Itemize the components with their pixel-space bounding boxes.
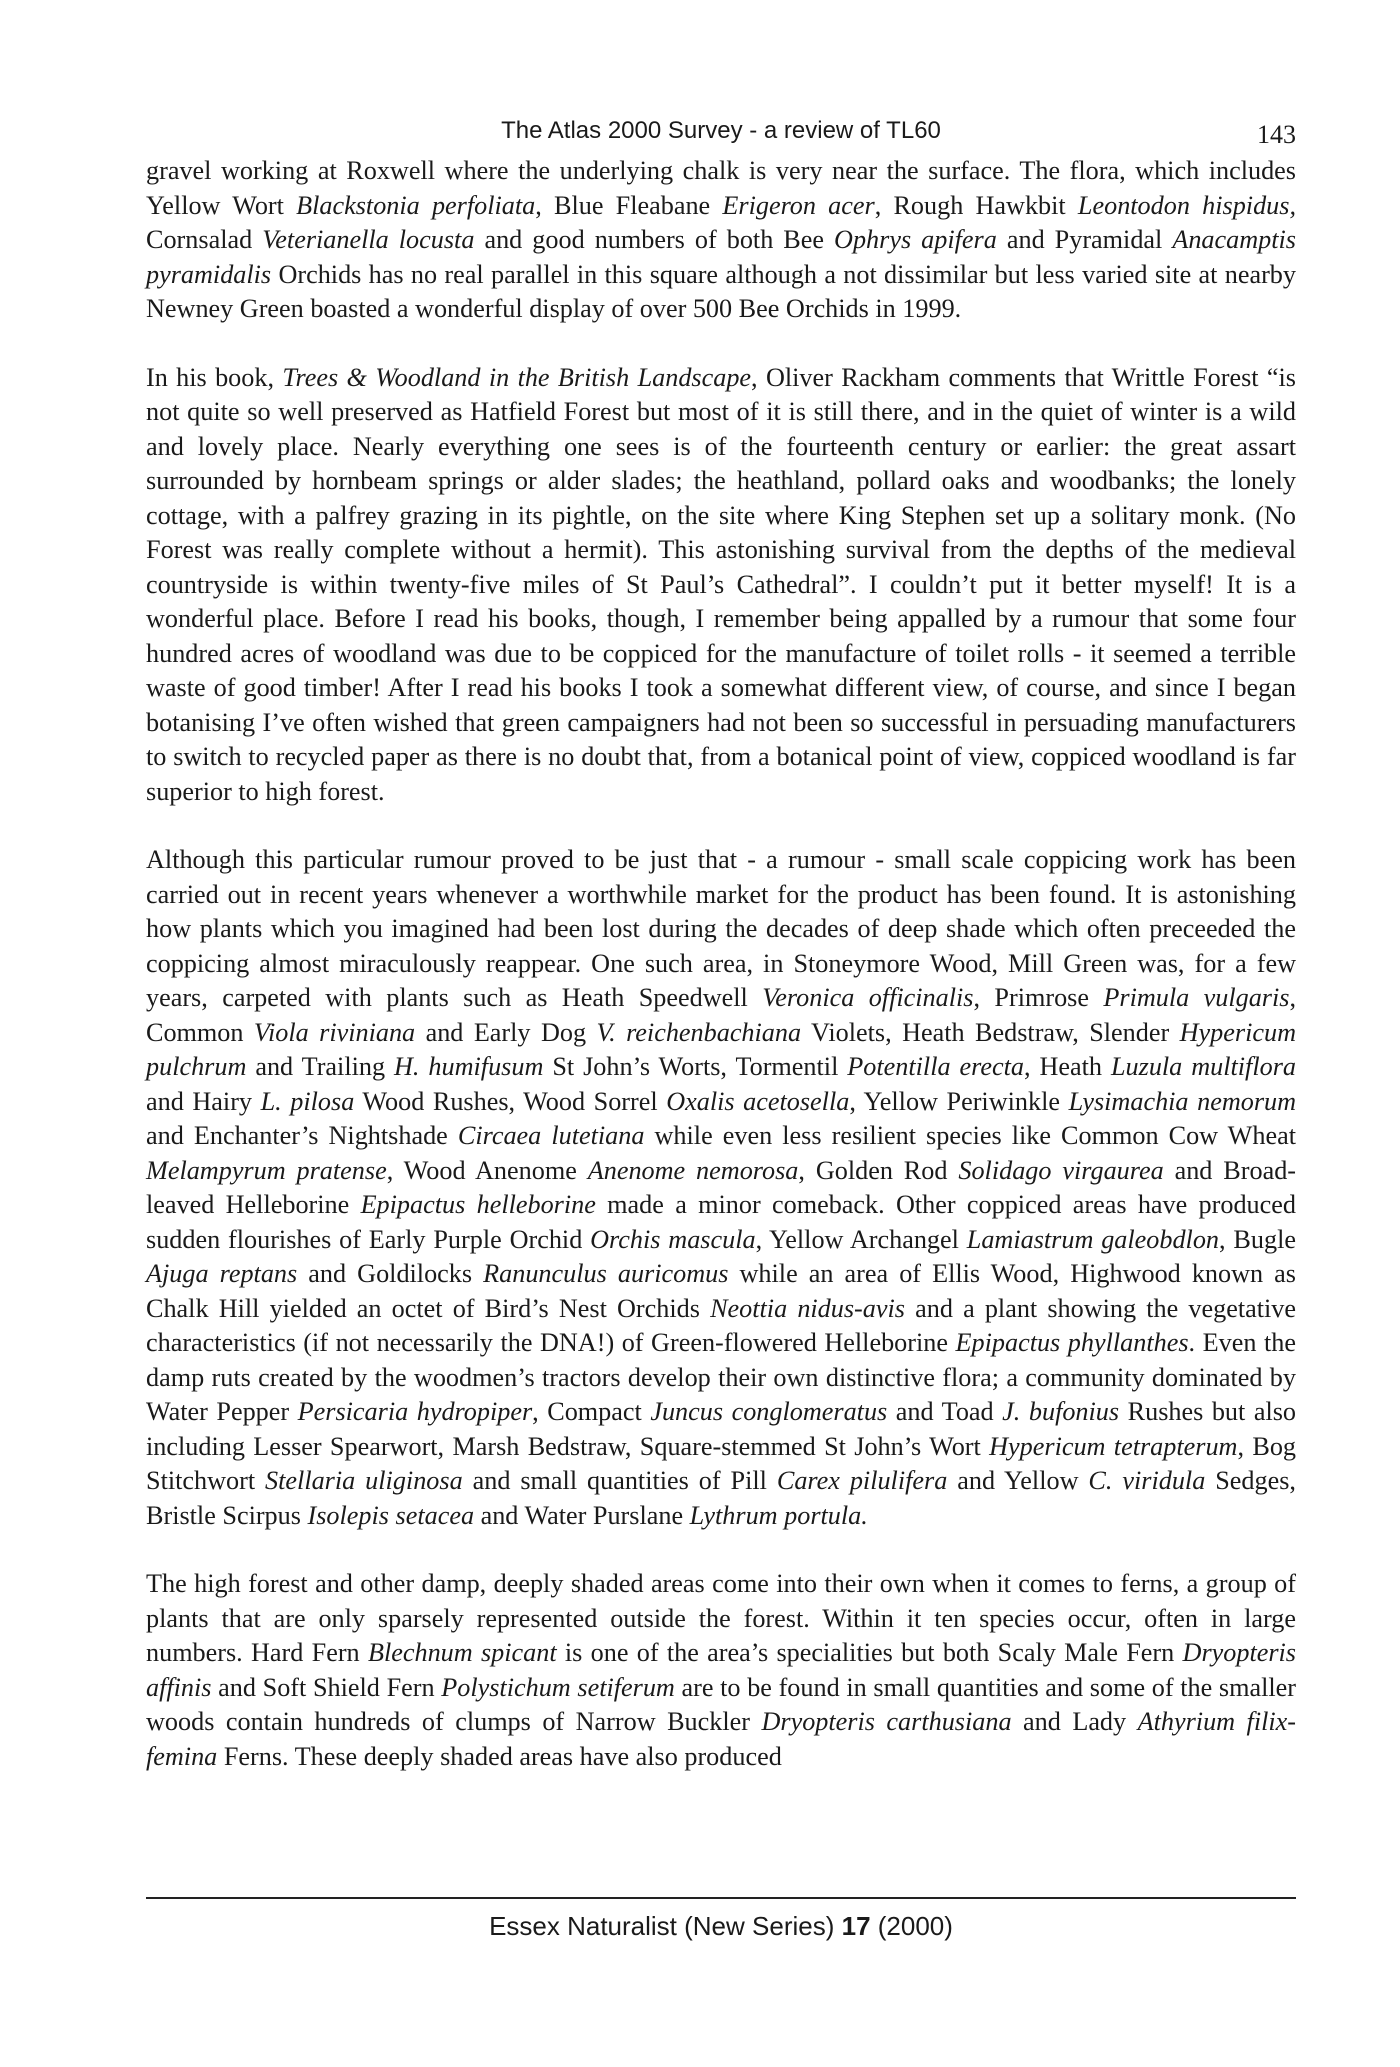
text-run: , Golden Rod (798, 1155, 959, 1185)
species-name: Oxalis acetosella (666, 1086, 850, 1116)
text-run: and good numbers of both Bee (474, 225, 835, 254)
paragraph (146, 154, 1296, 327)
page-footer (146, 1897, 1296, 1941)
species-name: Athyrium filix-femina (146, 1707, 1296, 1771)
page-content (146, 116, 1296, 1774)
species-name: Hypericum tetrapterum (989, 1431, 1238, 1461)
text-run: Orchids has no real parallel in this square although a not dissimilar but less varied site at nearby Newney Green boasted a wonderful display of over 500 Bee Orchids in 1999. (146, 259, 1296, 323)
species-name: Potentilla erecta (847, 1052, 1024, 1081)
species-name: Blechnum spicant (367, 1638, 557, 1667)
text-run: and Enchanter’s Nightshade (146, 1121, 458, 1150)
text-run: and Trailing (246, 1052, 395, 1081)
species-name: Dryopteris affinis (146, 1638, 1297, 1702)
species-name: Carex pilulifera (776, 1466, 948, 1495)
text-run: , Bog Stitchwort (146, 1431, 1297, 1495)
text-run: , Yellow Periwinkle (849, 1086, 1069, 1116)
species-name: J. bufonius (1002, 1397, 1120, 1426)
footer-journal: Essex Naturalist (New Series) (489, 1911, 835, 1941)
species-name: Dryopteris carthusiana (761, 1707, 1012, 1736)
text-run: , Common (146, 983, 1296, 1047)
text-run: , Wood Anenome (386, 1155, 588, 1185)
species-name: Lamiastrum galeobdlon (966, 1224, 1220, 1254)
species-name: Viola riviniana (253, 1017, 416, 1047)
text-run: . Even the damp ruts created by the woodmen’s tractors develop their own distinctive flora; a community dominated by Water Pepper (146, 1328, 1296, 1426)
species-name: Anacamptis pyramidalis (146, 225, 1296, 289)
footer-citation (146, 1911, 1296, 1941)
species-name: Epipactus helleborine (360, 1190, 596, 1219)
text-run: Although this particular rumour proved to be just that - a rumour - small scale coppicing work has been carried out in recent years whenever a worthwhile market for the product has been found. It is astonishing how plants which you imagined had been lost during the decades of deep shade which often preceeded the coppicing almost miraculously reappear. One such area, in Stoneymore Wood, Mill Green was, for a few years, carpeted with plants such as Heath Speedwell (146, 845, 1296, 1012)
text-run: , Bugle (1219, 1224, 1296, 1254)
species-name: Lythrum portula. (689, 1500, 868, 1530)
text-run: , Rough Hawkbit (874, 190, 1078, 220)
species-name: Neottia nidus-avis (710, 1293, 905, 1323)
text-run: and Water Purslane (474, 1500, 690, 1530)
text-run: Violets, Heath Bedstraw, Slender (801, 1017, 1180, 1047)
species-name: Hypericum pulchrum (146, 1017, 1296, 1081)
species-name: C. viridula (1088, 1466, 1206, 1495)
running-title: The Atlas 2000 Survey - a review of TL60 (501, 117, 941, 144)
paragraph (146, 1567, 1296, 1774)
text-run: St John’s Worts, Tormentil (543, 1052, 848, 1081)
article-body (146, 154, 1296, 1774)
species-name: Melampyrum pratense (146, 1155, 387, 1185)
species-name: Blackstonia perfoliata (296, 190, 536, 220)
species-name: Ajuga reptans (146, 1259, 298, 1288)
species-name: Trees & Woodland in the British Landscape (282, 362, 752, 392)
footer-rule (146, 1897, 1296, 1899)
species-name: Veterianella locusta (262, 225, 475, 254)
species-name: Persicaria hydropiper (297, 1397, 533, 1426)
species-name: Polystichum setiferum (441, 1672, 675, 1702)
text-run: , Blue Fleabane (535, 190, 723, 220)
text-run: Ferns. These deeply shaded areas have also produced (217, 1741, 782, 1771)
text-run: and Goldilocks (297, 1259, 484, 1288)
paragraph (146, 361, 1296, 810)
species-name: V. reichenbachiana (596, 1017, 802, 1047)
species-name: Epipactus phyllanthes (955, 1328, 1189, 1357)
text-run: Wood Rushes, Wood Sorrel (354, 1086, 667, 1116)
species-name: Orchis mascula (590, 1224, 756, 1254)
text-run: and Hairy (146, 1086, 261, 1116)
species-name: H. humifusum (394, 1052, 544, 1081)
species-name: Veronica officinalis (762, 983, 974, 1012)
text-run: and Lady (1011, 1707, 1138, 1736)
text-run: while an area of Ellis Wood, Highwood known as Chalk Hill yielded an octet of Bird’s Nest Orchids (146, 1259, 1296, 1323)
species-name: Juncus conglomeratus (650, 1397, 888, 1426)
text-run: is one of the area’s specialities but both Scaly Male Fern (556, 1638, 1183, 1667)
footer-year: (2000) (877, 1911, 953, 1941)
species-name: Luzula multiflora (1110, 1052, 1296, 1081)
species-name: Isolepis setacea (307, 1500, 475, 1530)
species-name: Ranunculus auricomus (483, 1259, 729, 1288)
text-run: and a plant showing the vegetative characteristics (if not necessarily the DNA!) of Green-flowered Helleborine (146, 1293, 1296, 1357)
paragraph (146, 843, 1296, 1533)
text-run: , Primrose (973, 983, 1104, 1012)
text-run: made a minor comeback. Other coppiced areas have produced sudden flourishes of Early Purple Orchid (146, 1190, 1296, 1254)
species-name: Lysimachia nemorum (1068, 1086, 1297, 1116)
text-run: and Toad (887, 1397, 1003, 1426)
species-name: Circaea lutetiana (457, 1121, 645, 1150)
text-run: Cornsalad (146, 225, 263, 254)
species-name: Primula vulgaris (1103, 983, 1290, 1012)
running-header (146, 116, 1296, 154)
species-name: Stellaria uliginosa (265, 1466, 463, 1495)
text-run: Sedges, Bristle Scirpus (146, 1466, 1296, 1530)
text-run: , Yellow Archangel (755, 1224, 967, 1254)
text-run: and Pyramidal (996, 225, 1173, 254)
text-run: , Oliver Rackham comments that Writtle Forest “is not quite so well preserved as Hatfield Forest but most of it is still there, and in the quiet of winter is a wild and lovely place. Nearly everything one sees is of the fourteenth century or earlier: the great assart surrounded by hornbeam springs or alder slades; the heathland, pollard oaks and woodbanks; the lonely cottage, with a palfrey grazing in its pightle, on the site where King Stephen set up a solitary monk. (No Forest was really complete without a hermit). This astonishing survival from the depths of the medieval countryside is within twenty-five miles of St Paul’s Cathedral”. I couldn’t put it better myself! It is a wonderful place. Before I read his books, though, I remember being appalled by a rumour that some four hundred acres of woodland was due to be coppiced for the manufacture of toilet rolls - it seemed a terrible waste of good timber! After I read his books I took a somewhat different view, of course, and since I began botanising I’ve often wished that green campaigners had not been so successful in persuading manufacturers to switch to recycled paper as there is no doubt that, from a botanical point of view, coppiced woodland is far superior to high forest. (146, 362, 1296, 806)
species-name: Leontodon hispidus, (1077, 190, 1296, 220)
species-name: Ophrys apifera (834, 225, 997, 254)
text-run: and Soft Shield Fern (211, 1672, 442, 1702)
text-run: gravel working at Roxwell where the underlying chalk is very near the surface. The flora, which includes Yellow Wort (146, 156, 1296, 220)
page-number: 143 (1257, 120, 1296, 149)
text-run: Rushes but also including Lesser Spearwort, Marsh Bedstraw, Square-stemmed St John’s Wort (146, 1397, 1297, 1461)
species-name: Erigeron acer (722, 190, 875, 220)
text-run: and Early Dog (415, 1017, 597, 1047)
footer-volume: 17 (841, 1911, 871, 1941)
species-name: L. pilosa (260, 1086, 355, 1116)
text-run: and Yellow (947, 1466, 1089, 1495)
text-run: The high forest and other damp, deeply shaded areas come into their own when it comes to ferns, a group of plants that are only sparsely represented outside the forest. Within it ten species occur, often in large numbers. Hard Fern (146, 1569, 1296, 1667)
text-run: and Broad-leaved Helleborine (146, 1155, 1297, 1219)
text-run: , Compact (532, 1397, 651, 1426)
species-name: Anenome nemorosa (587, 1155, 799, 1185)
text-run: In his book, (146, 362, 283, 392)
text-run: are to be found in small quantities and some of the smaller woods contain hundreds of clumps of Narrow Buckler (146, 1672, 1296, 1736)
text-run: , Heath (1023, 1052, 1111, 1081)
species-name: Solidago virgaurea (958, 1155, 1164, 1185)
text-run: and small quantities of Pill (462, 1466, 777, 1495)
text-run: while even less resilient species like Common Cow Wheat (644, 1121, 1297, 1150)
